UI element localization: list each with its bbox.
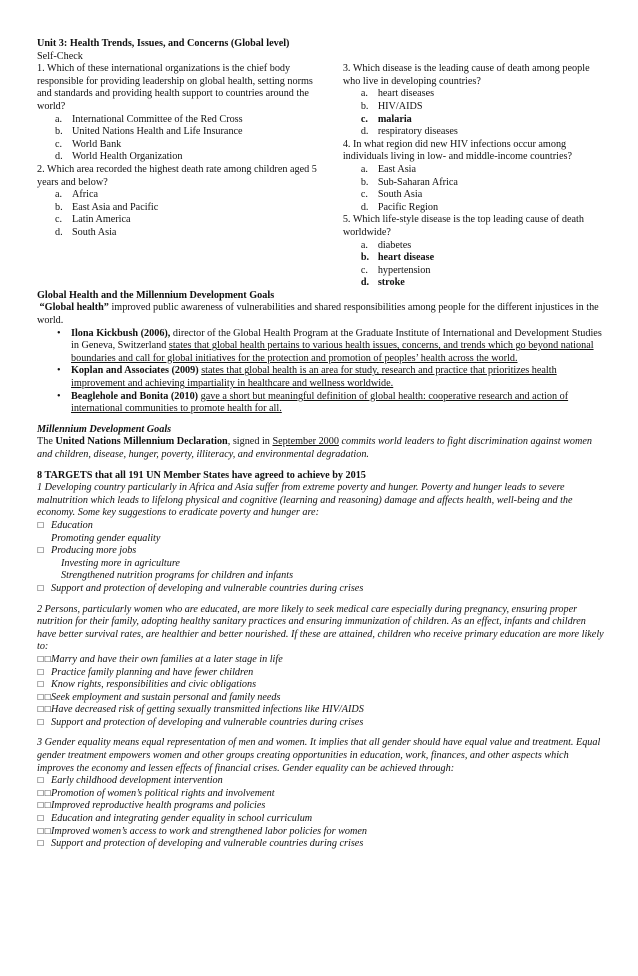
definition-beaglehole: • Beaglehole and Bonita (2010) gave a short but meaningful definition of global health: cooperative research and action of international communities to promote health for all.: [71, 391, 605, 416]
target-1-text: 1 Developing country particularly in Africa and Asia suffer from extreme poverty and hunger. Poverty and hunger leads to severe malnutrition which leads to lifelong physical and cognitive (learning and reasoning) damage and affects health, well-being and the economy. Some key suggestions to eradicate poverty and hunger are:: [37, 482, 573, 519]
option-1a: a. International Committee of the Red Cross: [55, 113, 243, 125]
option-3b: b. HIV/AIDS: [360, 100, 423, 112]
question-4: 4. In what region did new HIV infections occur among individuals living in low- and middle-income countries?: [342, 138, 572, 163]
checkbox-icon: ☐: [37, 583, 45, 593]
quiz-columns: [37, 63, 605, 290]
list-item: ☐☐ Improved women’s access to work and strengthened labor policies for women: [37, 825, 367, 837]
document-page: [37, 38, 605, 851]
checkbox-icon: ☐: [37, 667, 45, 677]
option-2c: c. Latin America: [55, 214, 131, 226]
option-2b: b. East Asia and Pacific: [55, 201, 159, 213]
list-item: ☐☐ Have decreased risk of getting sexually transmitted infections like HIV/AIDS: [37, 704, 364, 716]
checkbox-icon: ☐: [37, 680, 45, 690]
global-health-term: “Global health”: [39, 302, 109, 314]
checkbox-icon: ☐☐: [37, 788, 52, 798]
option-4a: a. East Asia: [360, 163, 417, 175]
list-item: Strengthened nutrition programs for children and infants: [61, 570, 294, 582]
checkbox-icon: ☐: [37, 839, 45, 849]
list-item: ☐ Support and protection of developing and vulnerable countries during crises: [37, 838, 364, 850]
list-item: ☐ Early childhood development intervention: [37, 775, 223, 787]
unit-title: Unit 3: Health Trends, Issues, and Concerns (Global level): [37, 38, 290, 49]
list-item: ☐☐ Improved reproductive health programs and policies: [37, 800, 266, 812]
global-health-intro: “Global health” improved public awareness of vulnerabilities and shared responsibilities among people for the different injustices in the world.: [37, 302, 599, 327]
option-5c: c. hypertension: [360, 264, 431, 276]
mdg-heading: Millennium Development Goals: [37, 423, 172, 435]
checkbox-icon: ☐: [37, 776, 45, 786]
option-5b: b. heart disease: [360, 252, 435, 264]
option-1b: b. United Nations Health and Life Insurance: [55, 126, 243, 138]
option-1d: d. World Health Organization: [55, 151, 183, 163]
self-check-label: Self-Check: [37, 50, 83, 62]
definition-kickbush: • Ilona Kickbush (2006), director of the Global Health Program at the Graduate Institute of International and Development Studies in Geneva, Switzerland states that global health pertains to various health issues, concerns, and trends which go beyond national boundaries and call for global initiatives for the protection and promotion of peoples’ health across the world.: [71, 328, 605, 366]
list-item: ☐ Education and integrating gender equality in school curriculum: [37, 813, 313, 825]
target-2-text: 2 Persons, particularly women who are educated, are more likely to seek medical care especially during pregnancy, ensuring proper nutrition for their family, adopting healthy sanitary practices and ensuring immunization of children. As an effect, infants and children have better survival rates, are healthier and better nourished. If these are attained, children who receive primary education are more likely to:: [37, 603, 604, 653]
question-3: 3. Which disease is the leading cause of death among people who live in developing countries?: [342, 63, 590, 87]
checkbox-icon: ☐☐: [37, 692, 52, 702]
global-health-heading: Global Health and the Millennium Development Goals: [37, 289, 275, 301]
option-5a: a. diabetes: [360, 239, 412, 251]
definition-koplan: • Koplan and Associates (2009) states that global health is an area for study, research and practice that prioritizes health improvement and achieving impartiality in healthcare and wellness worldwide.: [71, 365, 605, 390]
list-item: ☐☐ Seek employment and sustain personal and family needs: [37, 691, 281, 703]
list-item: ☐ Support and protection of developing and vulnerable countries during crises: [37, 582, 364, 594]
list-item: ☐ Producing more jobs: [37, 545, 137, 557]
list-item: ☐☐ Marry and have their own families at a later stage in life: [37, 653, 283, 665]
option-5d: d. stroke: [360, 277, 405, 289]
quiz-right-column: [333, 63, 605, 290]
option-4c: c. South Asia: [360, 189, 423, 201]
checkbox-icon: ☐: [37, 814, 45, 824]
checkbox-icon: ☐☐: [37, 705, 52, 715]
list-item: ☐☐ Promotion of women’s political rights and involvement: [37, 787, 275, 799]
option-3c: c. malaria: [360, 113, 412, 125]
list-item: Promoting gender equality: [51, 532, 161, 544]
option-2d: d. South Asia: [55, 226, 117, 238]
question-5: 5. Which life-style disease is the top leading cause of death worldwide?: [342, 214, 584, 238]
target-2-list: [37, 654, 605, 730]
option-3d: d. respiratory diseases: [360, 126, 458, 138]
option-2a: a. Africa: [55, 189, 99, 201]
target-3-text: 3 Gender equality means equal representation of men and women. It implies that all gender should have equal value and treatment. Equal gender treatment empowers women and other groups creating opportunities in education, work, finances, and other aspects which improves the economy and lessen effects of financial crises. Gender equality can be achieved through:: [37, 737, 601, 774]
target-3-list: [37, 775, 605, 851]
checkbox-icon: ☐☐: [37, 826, 52, 836]
mdg-date: September 2000: [272, 436, 339, 448]
option-4d: d. Pacific Region: [360, 201, 439, 213]
list-item: Investing more in agriculture: [61, 557, 180, 569]
checkbox-icon: ☐: [37, 546, 45, 556]
question-1: 1. Which of these international organizations is the chief body responsible for providing leadership on global health, setting norms and standards and providing health support to countries around the world?: [37, 63, 313, 112]
option-1c: c. World Bank: [55, 138, 122, 150]
checkbox-icon: ☐☐: [37, 654, 52, 664]
checkbox-icon: ☐☐: [37, 801, 52, 811]
target-1-list: [37, 520, 605, 596]
list-item: ☐ Education: [37, 519, 93, 531]
definitions-list: [37, 328, 605, 416]
option-3a: a. heart diseases: [360, 88, 435, 100]
mdg-paragraph: The United Nations Millennium Declaration, signed in September 2000 commits world leaders to fight discrimination against women and children, disease, hunger, poverty, illiteracy, and environmental degradation.: [37, 436, 592, 460]
list-item: ☐ Support and protection of developing and vulnerable countries during crises: [37, 716, 364, 728]
checkbox-icon: ☐: [37, 717, 45, 727]
option-4b: b. Sub-Saharan Africa: [360, 176, 458, 188]
list-item: ☐ Practice family planning and have fewer children: [37, 666, 254, 678]
list-item: ☐ Know rights, responsibilities and civic obligations: [37, 679, 257, 691]
question-2: 2. Which area recorded the highest death rate among children aged 5 years and below?: [37, 163, 317, 188]
quiz-left-column: [37, 63, 319, 290]
mdg-declaration: United Nations Millennium Declaration: [55, 436, 228, 448]
checkbox-icon: ☐: [37, 520, 45, 530]
targets-heading: 8 TARGETS that all 191 UN Member States have agreed to achieve by 2015: [37, 469, 366, 481]
